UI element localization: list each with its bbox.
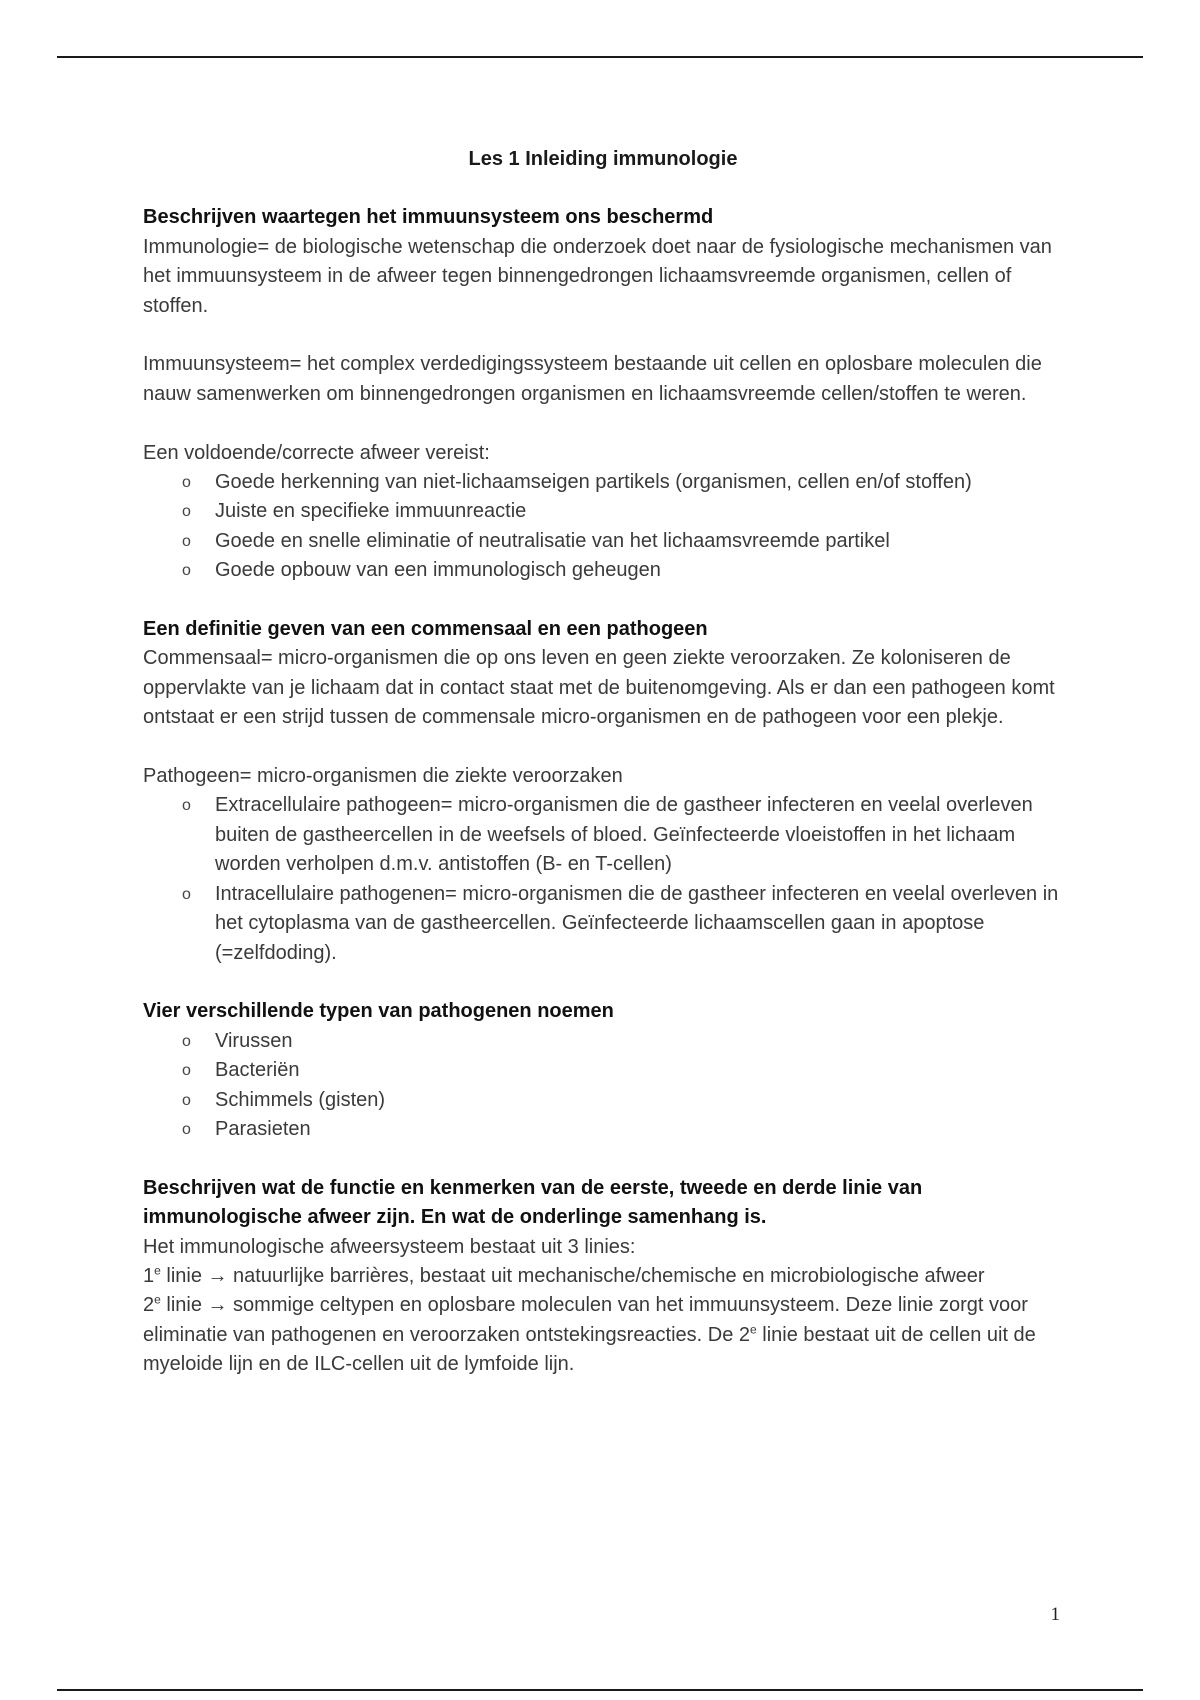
list-item: o Goede en snelle eliminatie of neutralisatie van het lichaamsvreemde partikel bbox=[215, 527, 1063, 556]
definition-immuunsysteem: Immuunsysteem= het complex verdedigingssysteem bestaande uit cellen en oplosbare moleculen die nauw samenwerken om binnengedrongen organismen en lichaamsvreemde cellen/stoffen te weren. bbox=[143, 353, 1042, 405]
list-item: o Juiste en specifieke immuunreactie bbox=[215, 497, 1063, 526]
list-item: o Virussen bbox=[215, 1027, 1063, 1056]
list-item: o Intracellulaire pathogenen= micro-organismen die de gastheer infecteren en veelal overleven in het cytoplasma van de gastheercellen. Geïnfecteerde lichaamscellen gaan in apoptose (=zelfdoding). bbox=[215, 880, 1063, 968]
second-line-description: 2e linie → sommige celtypen en oplosbare moleculen van het immuunsysteem. Deze linie zorgt voor eliminatie van pathogenen en veroorzaken ontstekingsreacties. De 2e linie bestaat uit de cellen uit de myeloide lijn en de ILC-cellen uit de lymfoide lijn. bbox=[143, 1292, 1036, 1376]
pathogen-types-list bbox=[143, 791, 1063, 967]
list-item: o Bacteriën bbox=[215, 1056, 1063, 1085]
section-heading-defense-lines: Beschrijven wat de functie en kenmerken van de eerste, tweede en derde linie van immunologische afweer zijn. En wat de onderlinge samenhang is. bbox=[143, 1176, 923, 1229]
list-item: o Goede opbouw van een immunologisch geheugen bbox=[215, 556, 1063, 585]
defense-lines-intro: Het immunologische afweersysteem bestaat uit 3 linies: bbox=[143, 1235, 636, 1258]
list-item: o Extracellulaire pathogeen= micro-organismen die de gastheer infecteren en veelal overleven buiten de gastheercellen in de weefsels of bloed. Geïnfecteerde vloeistoffen in het lichaam worden verholpen d.m.v. antistoffen (B- en T-cellen) bbox=[215, 791, 1063, 879]
page-number: 1 bbox=[1050, 1604, 1060, 1625]
definition-commensaal: Commensaal= micro-organismen die op ons leven en geen ziekte veroorzaken. Ze koloniseren de oppervlakte van je lichaam dat in contact staat met de buitenomgeving. Als er dan een pathogeen komt ontstaat er een strijd tussen de commensale micro-organismen en de pathogeen voor een plekje. bbox=[143, 647, 1055, 729]
circle-bullet-icon: o bbox=[182, 1091, 191, 1109]
definition-immunologie: Immunologie= de biologische wetenschap die onderzoek doet naar de fysiologische mechanismen van het immuunsysteem in de afweer tegen binnengedrongen lichaamsvreemde organismen, cellen of stoffen. bbox=[143, 235, 1052, 317]
list-item: o Schimmels (gisten) bbox=[215, 1086, 1063, 1115]
section-heading-commensaal-pathogeen: Een definitie geven van een commensaal en een pathogeen bbox=[143, 618, 708, 641]
header-rule bbox=[57, 56, 1143, 58]
circle-bullet-icon: o bbox=[182, 885, 191, 903]
circle-bullet-icon: o bbox=[182, 1062, 191, 1080]
document-title: Les 1 Inleiding immunologie bbox=[468, 148, 738, 170]
list-item: o Parasieten bbox=[215, 1115, 1063, 1144]
afweer-requirements-list bbox=[143, 468, 1063, 586]
pathogen-kinds-list bbox=[143, 1027, 1063, 1145]
circle-bullet-icon: o bbox=[182, 503, 191, 521]
first-line-description: 1e linie → natuurlijke barrières, bestaat uit mechanische/chemische en microbiologische afweer bbox=[143, 1263, 985, 1287]
list-item: o Goede herkenning van niet-lichaamseigen partikels (organismen, cellen en/of stoffen) bbox=[215, 468, 1063, 497]
afweer-intro: Een voldoende/correcte afweer vereist: bbox=[143, 441, 490, 464]
document-body bbox=[143, 145, 1063, 1380]
section-heading-immune-protection: Beschrijven waartegen het immuunsysteem ons beschermd bbox=[143, 206, 714, 229]
footer-rule bbox=[57, 1689, 1143, 1691]
section-heading-four-pathogen-types: Vier verschillende typen van pathogenen noemen bbox=[143, 1000, 614, 1023]
circle-bullet-icon: o bbox=[182, 1032, 191, 1050]
circle-bullet-icon: o bbox=[182, 562, 191, 580]
circle-bullet-icon: o bbox=[182, 474, 191, 492]
circle-bullet-icon: o bbox=[182, 797, 191, 815]
circle-bullet-icon: o bbox=[182, 532, 191, 550]
definition-pathogeen: Pathogeen= micro-organismen die ziekte veroorzaken bbox=[143, 765, 623, 788]
circle-bullet-icon: o bbox=[182, 1120, 191, 1138]
